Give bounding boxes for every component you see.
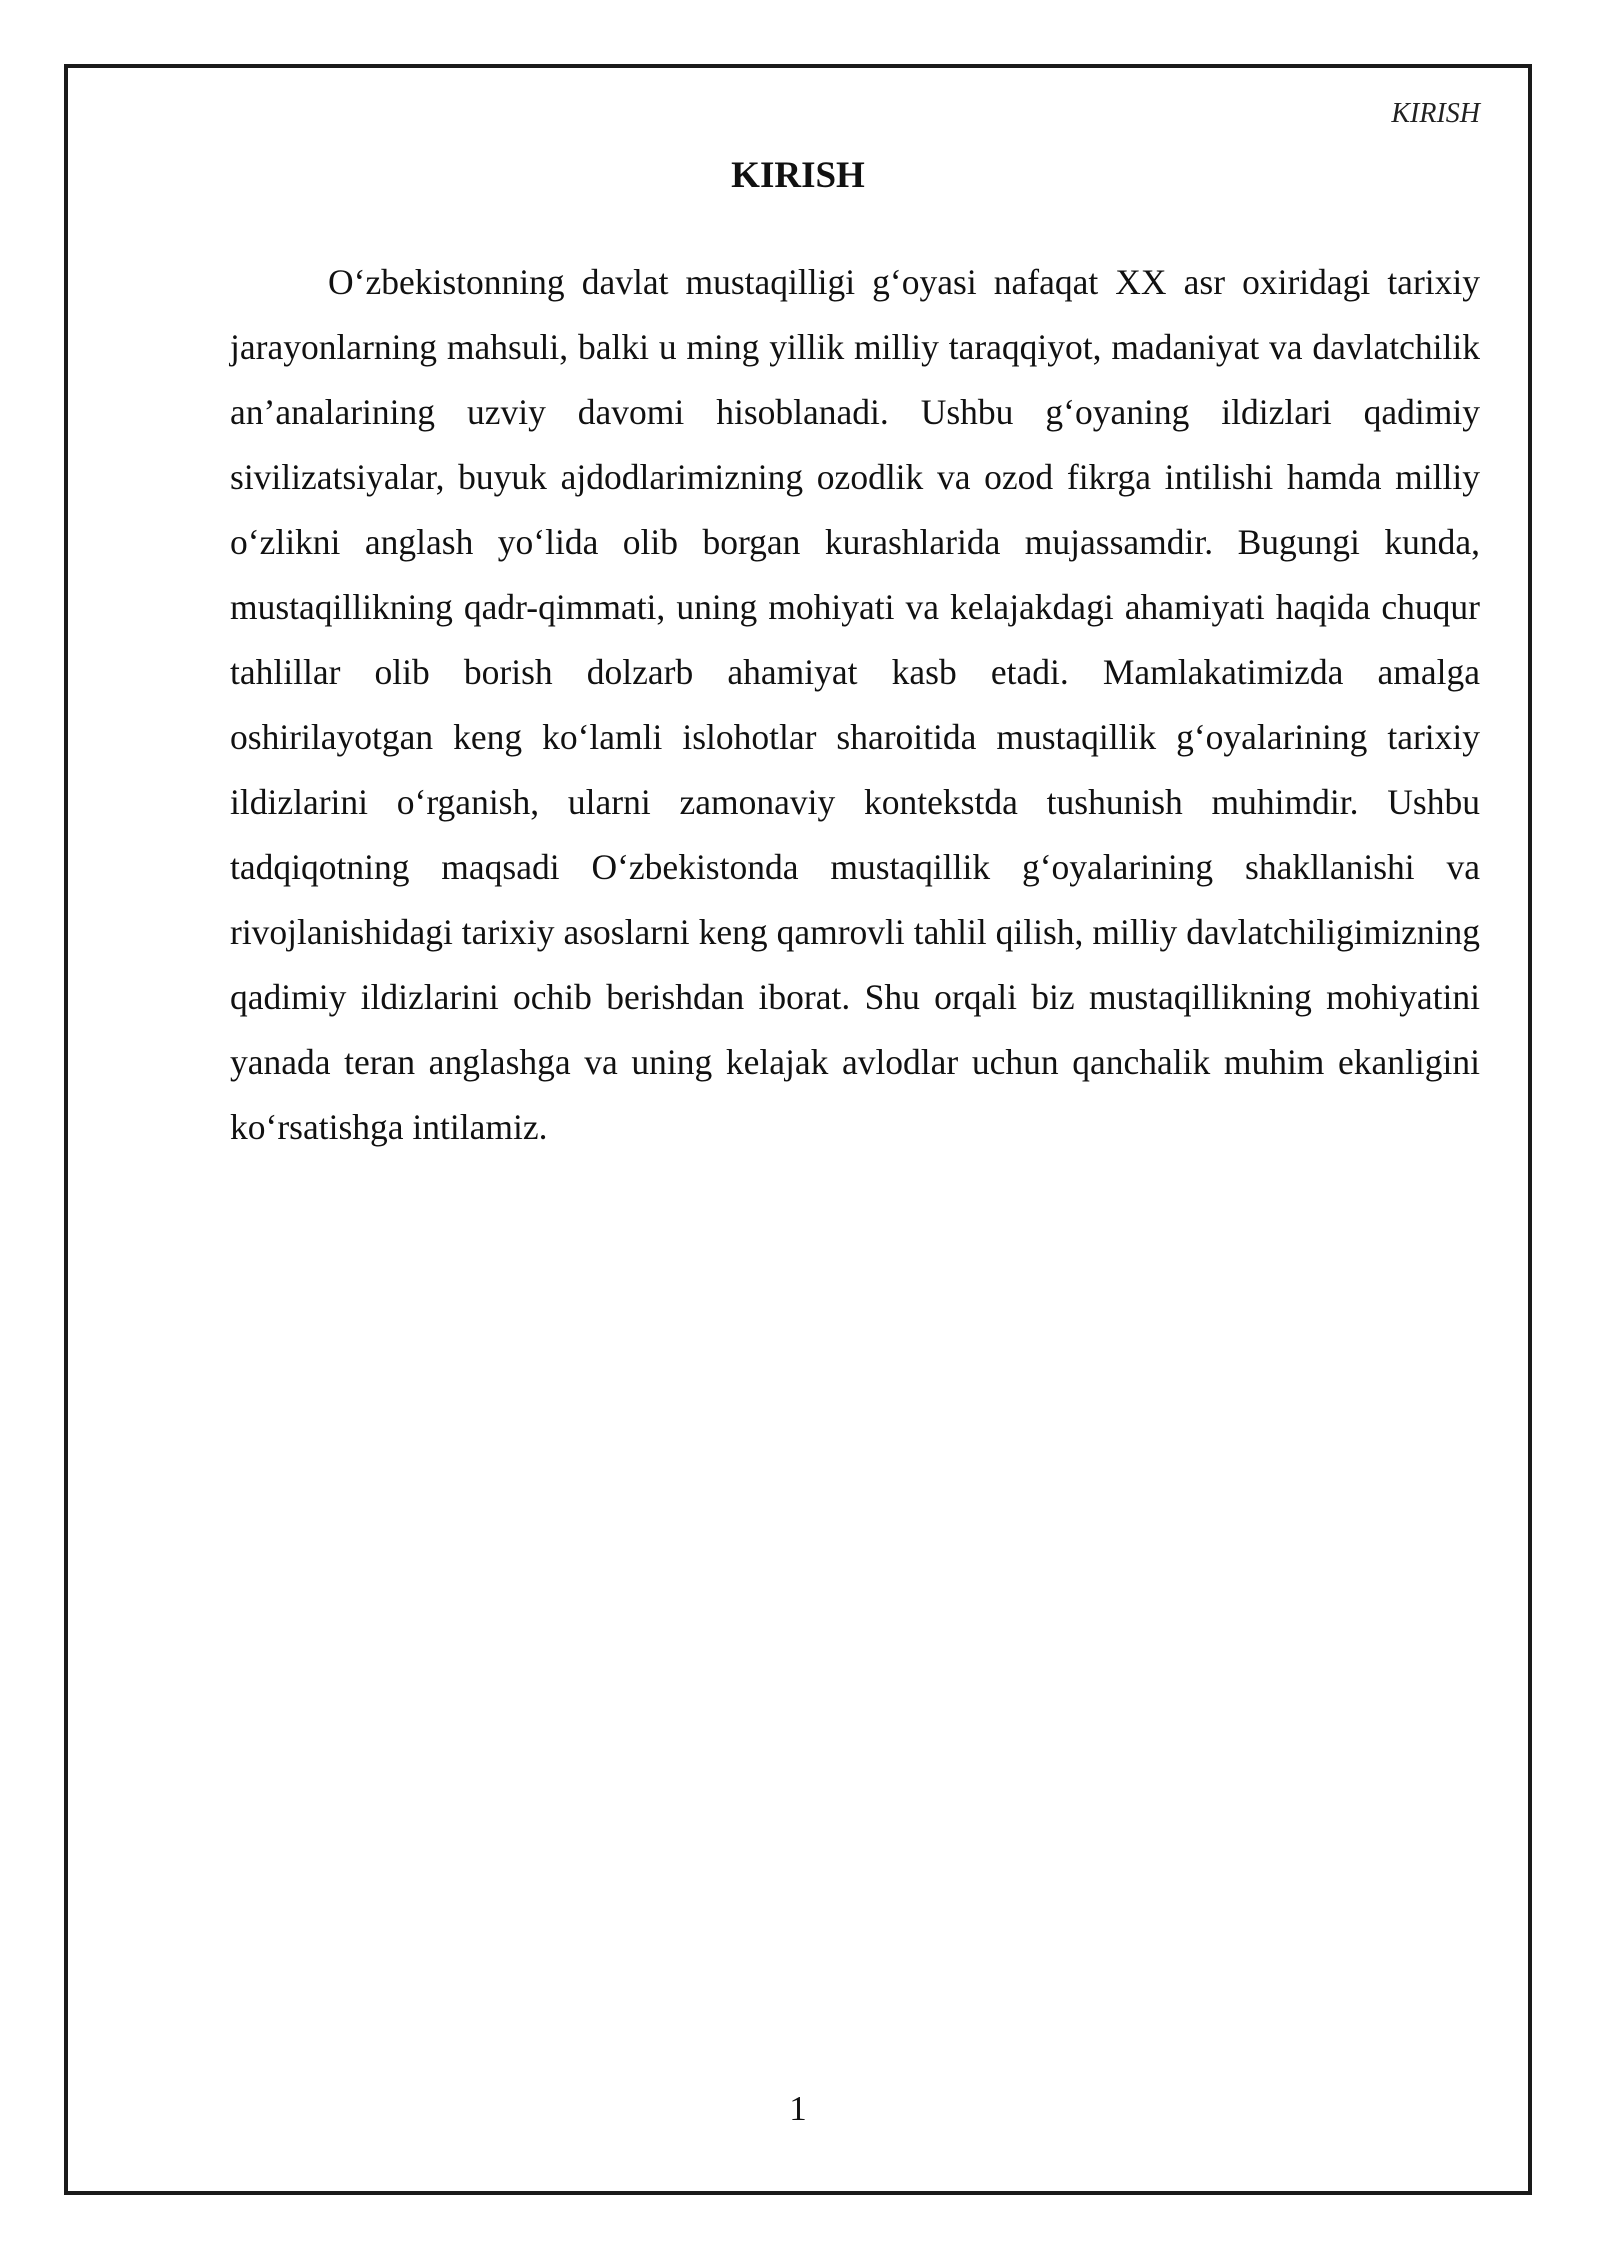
page-number: 1 xyxy=(789,2089,807,2128)
page-title: KIRISH xyxy=(731,155,865,196)
running-header: KIRISH xyxy=(1391,98,1480,129)
body-paragraph: O‘zbekistonning davlat mustaqilligi g‘oyasi nafaqat XX asr oxiridagi tarixiy jarayonlarning mahsuli, balki u ming yillik milliy taraqqiyot, madaniyat va davlatchilik an’analarining uzviy davomi hisoblanadi. Ushbu g‘oyaning ildizlari qadimiy sivilizatsiyalar, buyuk ajdodlarimizning ozodlik va ozod fikrga intilishi hamda milliy o‘zlikni anglash yo‘lida olib borgan kurashlarida mujassamdir. Bugungi kunda, mustaqillikning qadr-qimmati, uning mohiyati va kelajakdagi ahamiyati haqida chuqur tahlillar olib borish dolzarb ahamiyat kasb etadi. Mamlakatimizda amalga oshirilayotgan keng ko‘lamli islohotlar sharoitida mustaqillik g‘oyalarining tarixiy ildizlarini o‘rganish, ularni zamonaviy kontekstda tushunish muhimdir. Ushbu tadqiqotning maqsadi O‘zbekistonda mustaqillik g‘oyalarining shakllanishi va rivojlanishidagi tarixiy asoslarni keng qamrovli tahlil qilish, milliy davlatchiligimizning qadimiy ildizlarini ochib berishdan iborat. Shu orqali biz mustaqillikning mohiyatini yanada teran anglashga va uning kelajak avlodlar uchun qanchalik muhim ekanligini ko‘rsatishga intilamiz. xyxy=(230,262,1480,1147)
page-border xyxy=(64,64,1532,2195)
